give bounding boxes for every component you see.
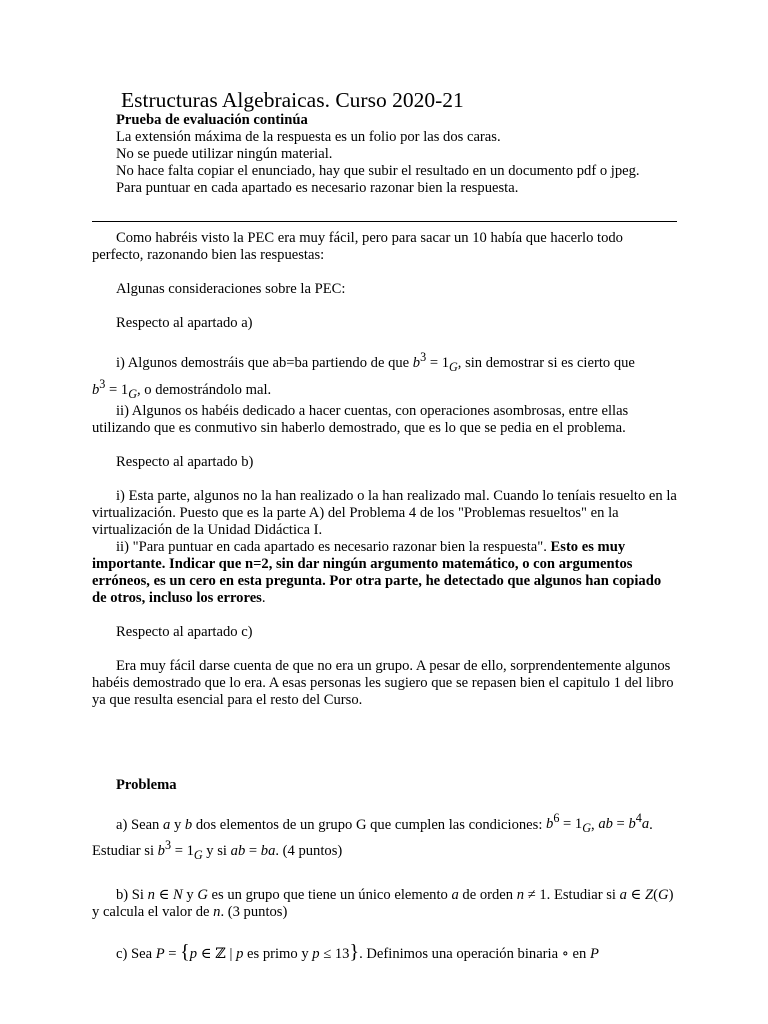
exam-header [92,112,678,197]
part-a-heading: Respecto al apartado a) [116,315,253,331]
part-a-item-ii: ii) Algunos os habéis dedicado a hacer cuentas, con operaciones asombrosas, entre ellas utilizando que es conmutivo sin haberlo demostrado, que es lo que se pedia en el problema. [92,402,629,436]
part-b-heading: Respecto al apartado b) [116,453,254,470]
part-c-text: Era muy fácil darse cuenta de que no era un grupo. A pesar de ello, sorprendentemente algunos habéis demostrado que lo era. A esas personas les sugiero que se repasen bien el capitulo 1 del libro ya que resulta esencial para el resto del Curso. [92,657,674,708]
problem-part-b: b) Si n ∈ N y G es un grupo que tiene un único elemento a de orden n ≠ 1. Estudiar si a ∈ Z(G) y calcula el valor de n. (3 puntos) [92,887,674,921]
instruction-reasoning: Para puntuar en cada apartado es necesario razonar bien la respuesta. [116,180,519,196]
problem-part-c: c) Sea P = {p ∈ ℤ | p es primo y p ≤ 13}. Definimos una operación binaria ∘ en P [116,941,599,964]
problem-heading: Problema [116,776,177,793]
considerations-heading: Algunas consideraciones sobre la PEC: [116,281,346,297]
exam-subtitle: Prueba de evaluación continúa [116,112,308,128]
comments-body [92,230,678,963]
part-c-heading: Respecto al apartado c) [116,623,253,640]
problem-part-a: a) Sean a y b dos elementos de un grupo G que cumplen las condiciones: $b^6 = 1_G$, ab = $b^4a$. Estudiar si $b^3 = 1_G$ y si ab = ba. (4 puntos) [92,811,653,863]
part-a-item-i: i) Algunos demostráis que ab=ba partiendo de que $b^3 = 1_G$, sin demostrar si es cierto que $b^3 = 1_G$, o demostrándolo mal. [92,350,635,401]
part-b-item-ii: ii) "Para puntuar en cada apartado es necesario razonar bien la respuesta". Esto es muy importante. Indicar que n=2, sin dar ningún argumento matemático, o con argumentos erróneos, es un cero en esta pregunta. Por otra parte, he detectado que algunos han copiado de otros, incluso los errores. [92,538,662,606]
instruction-length: La extensión máxima de la respuesta es un folio por las dos caras. [116,129,501,145]
instruction-materials: No se puede utilizar ningún material. [116,146,333,162]
header-divider [92,221,677,222]
part-b-item-i: i) Esta parte, algunos no la han realizado o la han realizado mal. Cuando lo teníais resuelto en la virtualización. Puesto que es la parte A) del Problema 4 de los "Problemas resueltos" en la virtualización de la Unidad Didáctica I. [92,487,677,538]
document-title: Estructuras Algebraicas. Curso 2020-21 [121,88,464,112]
instruction-upload: No hace falta copiar el enunciado, hay que subir el resultado en un documento pdf o jpeg. [116,163,640,179]
intro-paragraph: Como habréis visto la PEC era muy fácil, pero para sacar un 10 había que hacerlo todo perfecto, razonando bien las respuestas: [92,230,623,263]
